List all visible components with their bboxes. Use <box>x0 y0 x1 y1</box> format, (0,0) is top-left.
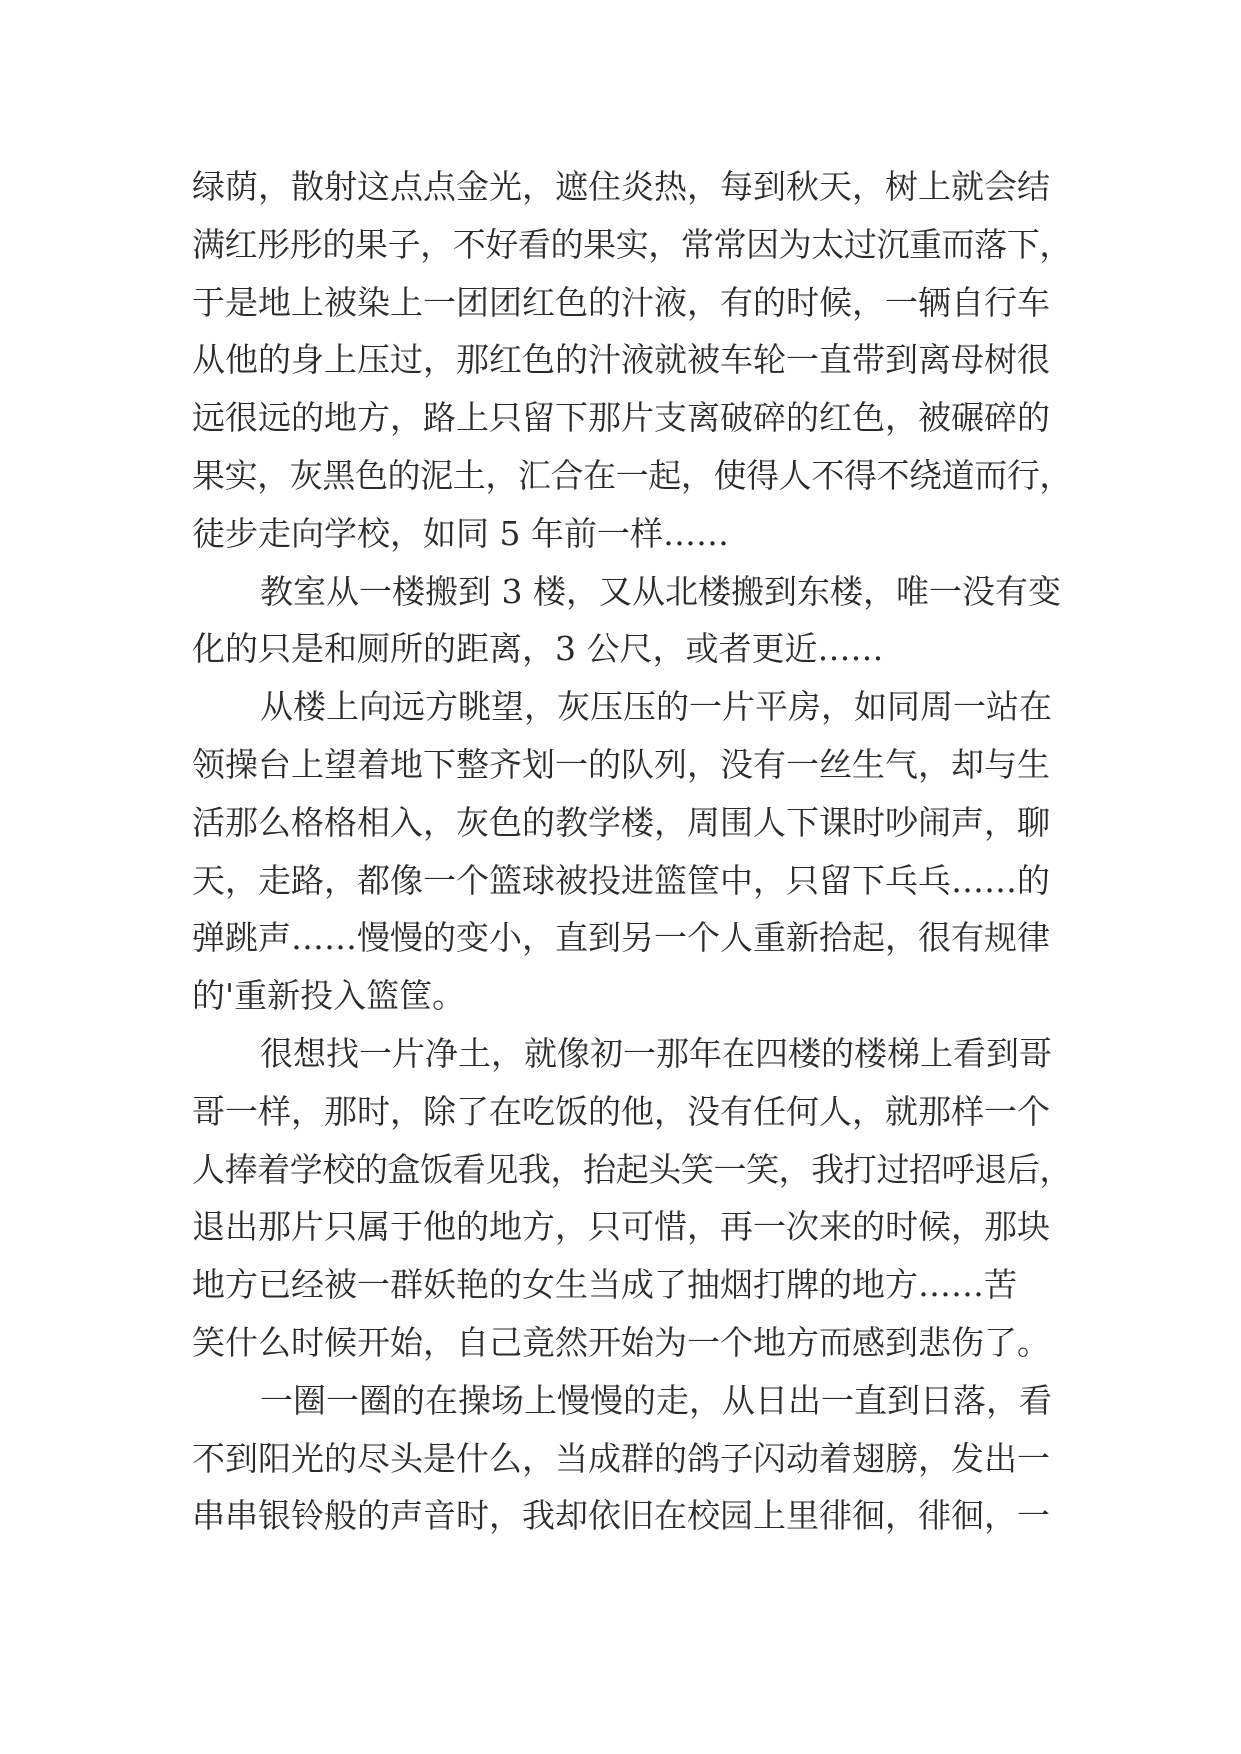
text-line: 退出那片只属于他的地方，只可惜，再一次来的时候，那块 <box>192 1207 1050 1247</box>
text-line: 人捧着学校的盒饭看见我，抬起头笑一笑，我打过招呼退后， <box>192 1149 1073 1189</box>
text-line: 满红彤彤的果子，不好看的果实，常常因为太过沉重而落下， <box>192 224 1073 264</box>
text-line: 活那么格格相入，灰色的教学楼，周围人下课时吵闹声，聊 <box>192 802 1050 842</box>
text-line: 天，走路，都像一个篮球被投进篮筐中，只留下乓乓……的 <box>192 860 1050 900</box>
text-line: 绿荫，散射这点点金光，遮住炎热，每到秋天，树上就会结 <box>192 167 1050 206</box>
text-line: 笑什么时候开始，自己竟然开始为一个地方而感到悲伤了。 <box>192 1322 1050 1362</box>
text-line: 果实，灰黑色的泥土，汇合在一起，使得人不得不绕道而行， <box>192 455 1073 495</box>
text-line: 弹跳声……慢慢的变小，直到另一个人重新拾起，很有规律 <box>192 918 1050 958</box>
text-line: 于是地上被染上一团团红色的汁液，有的时候，一辆自行车 <box>192 282 1050 322</box>
text-line: 哥一样，那时，除了在吃饭的他，没有任何人，就那样一个 <box>192 1091 1050 1131</box>
text-line: 不到阳光的尽头是什么，当成群的鸽子闪动着翅膀，发出一 <box>192 1438 1050 1478</box>
text-line: 远很远的地方，路上只留下那片支离破碎的红色，被碾碎的 <box>192 398 1050 438</box>
text-line: 地方已经被一群妖艳的女生当成了抽烟打牌的地方……苦 <box>192 1265 1017 1305</box>
text-line: 的'重新投入篮筐。 <box>192 976 466 1016</box>
text-line: 串串银铃般的声音时，我却依旧在校园上里徘徊，徘徊，一 <box>192 1496 1050 1536</box>
text-line: 徒步走向学校，如同 5 年前一样…… <box>192 513 729 553</box>
body-text <box>192 158 1072 1545</box>
text-line: 化的只是和厕所的距离，3 公尺，或者更近…… <box>192 629 884 669</box>
text-line: 从楼上向远方眺望，灰压压的一片平房，如同周一站在 <box>260 687 1052 727</box>
text-line: 教室从一楼搬到 3 楼，又从北楼搬到东楼，唯一没有变 <box>260 571 1061 611</box>
text-line: 很想找一片净土，就像初一那年在四楼的楼梯上看到哥 <box>260 1033 1052 1073</box>
text-line: 一圈一圈的在操场上慢慢的走，从日出一直到日落，看 <box>260 1380 1052 1420</box>
text-line: 从他的身上压过，那红色的汁液就被车轮一直带到离母树很 <box>192 340 1050 380</box>
text-line: 领操台上望着地下整齐划一的队列，没有一丝生气，却与生 <box>192 744 1050 784</box>
